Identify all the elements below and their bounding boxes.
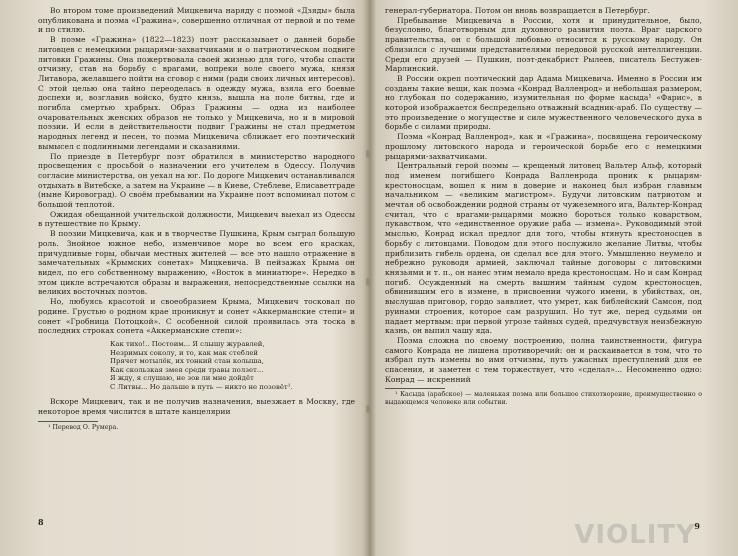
right-paragraph-5: Центральный герой поэмы — крещеный литовец Вальтер Альф, который под именем погибшего Конрада Валленрода проник к рыцарям-крестоносцам, вошел к ним в доверие и наконец был избран главным начальником — «великим магистром». Будучи литовским патриотом и мечтая об освобождении родной страны от чужеземного ига, Вальтер-Конрад считал, что с врагами-рыцарями можно бороться только коварством, лукавством, что «единственное оружие раба — измена». Руководимый этой мыслью, Конрад искал предлог для того, чтобы втянуть крестоносцев в борьбу с литовцами. Поводом для этого послужило желание Литвы, чтобы приблизить гибель ордена, он сделал все для этого. Умышленно неумело и небрежно руководя армией, заключал тайные договоры с литовскими князьями и т. п., он нанес этим немало вреда крестоносцам. Но и сам Конрад погиб. Осужденный на смерть вышним тайным судом крестоносцев, обвинившим его в измене, в присвоении чужого имени, в убийствах, он, выслушав приговор, гордо заявляет, что умрет, как библейский Самсон, под руинами строения, которое сам разрушил. Но тут же, перед судьями он падает мертвым: при первой угрозе тайных судей, предчувствуя неизбежную казнь, он выпил чашу яда. — [385, 161, 702, 336]
left-paragraph-3: По приезде в Петербург поэт обратился в министерство народного просвещения с просьбой о назначении его учителем в Одессу. Получив согласие министерства, он уехал на юг. По дороге Мицкевич останавливался отдыхать в Витебске, а затем на Украине — в Киеве, Стеблеве, Елисаветграде (ныне Кировоград). О своём пребывании на Украине поэт вспоминал потом с большой теплотой. — [38, 151, 355, 210]
staple-hole — [366, 405, 370, 413]
verse-excerpt — [110, 340, 355, 392]
right-page — [369, 0, 738, 556]
verse-line: Прячет мотылёк, их тонкий стан колыша, — [110, 357, 264, 366]
left-paragraph-6: Но, любуясь красотой и своеобразием Крыма, Мицкевич тосковал по родине. Грустью о родном крае проникнут и сонет «Аккерманские степи» и сонет «Гробница Потоцкой». С особенной силой проявилась эта тоска в последних строках сонета «Аккерманские степи»: — [38, 297, 355, 336]
left-paragraph-after-verse: Вскоре Мицкевич, так и не получив назначения, выезжает в Москву, где некоторое время числится в штате канцелярии — [38, 397, 355, 417]
right-paragraph-1: генерал-губернатора. Потом он вновь возвращается в Петербург. — [385, 6, 650, 15]
footnote-rule — [38, 421, 98, 422]
right-footnote: ¹ Касыда (арабское) — маленькая поэма или большое стихотворение, преимущественно о выдающемся человеке или событии. — [385, 391, 702, 407]
site-watermark: VIOLITY — [574, 520, 696, 550]
left-footnote: ¹ Перевод О. Румера. — [48, 423, 119, 431]
right-paragraph-6: Поэма сложна по своему построению, полна таинственности, фигура самого Конрада не лишена противоречий: он и раскаивается в том, что то избрал путь измены во имя отчизны, путь ужасных преступлений для ее спасения, и заметен с тем торжествует, что «сделал»... Несомненно одно: Конрад — искренний — [385, 335, 702, 384]
left-paragraph-5: В поэзии Мицкевича, как и в творчестве Пушкина, Крым сыграл большую роль. Знойное южное небо, изменчивое море во всем его красках, причудливые горы, обычаи местных жителей — все это нашло отражение в замечательных «Крымских сонетах» Мицкевича. В пейзажах Крыма он видел, по его собственному выражению, «Восток в миниатюре». Нередко в этом цикле встречаются образы и выражения, непосредственные ссылки на великих восточных поэтов. — [38, 229, 355, 297]
left-paragraph-2: В поэме «Гражина» (1822—1823) поэт рассказывает о давней борьбе литовцев с немецкими рыцарями-захватчиками и о патриотическом подвиге литовки Гражины. Она пожертвовала своей жизнью для того, чтобы спасти отчизну, став на борьбу с врагами, вопреки воле своего мужа, князя Литавора, желавшего пойти на сговор с ними (ради своих личных интересов). С этой целью она тайно переоделась в одежду мужа, взяла его боевые доспехи и, возглавив войско, будто князь, вышла на поле битвы, где и погибла смертью храбрых. Образ Гражины — одна из наиболее очаровательных женских образов не только у Мицкевича, но и в мировой поэзии. И если в действительности подвиг Гражины не стал предметом народных легенд и песен, то поэма Мицкевича сближает его поэтический вымысел с подлинными легендами и сказаниями. — [38, 35, 355, 151]
verse-line: Как скользкая змея среди травы ползет... — [110, 365, 264, 374]
footnote-rule — [385, 388, 445, 389]
right-paragraph-3: В России окреп поэтический дар Адама Мицкевича. Именно в России им созданы такие вещи, как поэма «Конрад Валленрод» и небольшая размером, но глубокая по содержанию, изумительная по форме касыда¹ «Фарис», в которой изображается беспредельно отважный всадник-араб. По существу — это произведение о могуществе и силе мужественного человеческого духа в борьбе с силами природы. — [385, 73, 702, 132]
left-paragraph-1: Во втором томе произведений Мицкевича наряду с поэмой «Дзяды» была опубликована и поэма «Гражина», совершенно отличная от первой и по теме и по стилю. — [38, 6, 355, 35]
right-paragraph-2: Пребывание Мицкевича в России, хотя и принудительное, было, безусловно, благотворным для духовного развития поэта. Враг царского правительства, он с большой любовью относится к русскому народу. Он сблизился с лучшими представителями передовой русской интеллигенции. Среди его друзей — Пушкин, поэт-декабрист Рылеев, писатель Бестужев-Марлинский. — [385, 15, 702, 74]
staple-hole — [366, 150, 370, 158]
right-page-number: 9 — [694, 521, 700, 532]
verse-line: Как тихо!.. Постоим... Я слышу журавлей, — [110, 339, 265, 348]
left-page-number: 8 — [38, 517, 44, 528]
staple-hole — [366, 278, 370, 286]
verse-line: Незримых соколу, и то, как мак стеблей — [110, 348, 258, 357]
left-paragraph-4: Ожидая обещанной учительской должности, Мицкевич выехал из Одессы в путешествие по Крыму. — [38, 209, 355, 229]
verse-line: С Литвы... Но дальше в путь — никто не позовёт¹. — [110, 382, 293, 391]
right-paragraph-4: Поэма «Конрад Валленрод», как и «Гражина», посвящена героическому прошлому литовского народа и героической борьбе его с немецкими рыцарями-захватчиками. — [385, 132, 702, 161]
verse-line: Я жду, я слушаю, не зов ли мне дойдёт — [110, 374, 254, 383]
